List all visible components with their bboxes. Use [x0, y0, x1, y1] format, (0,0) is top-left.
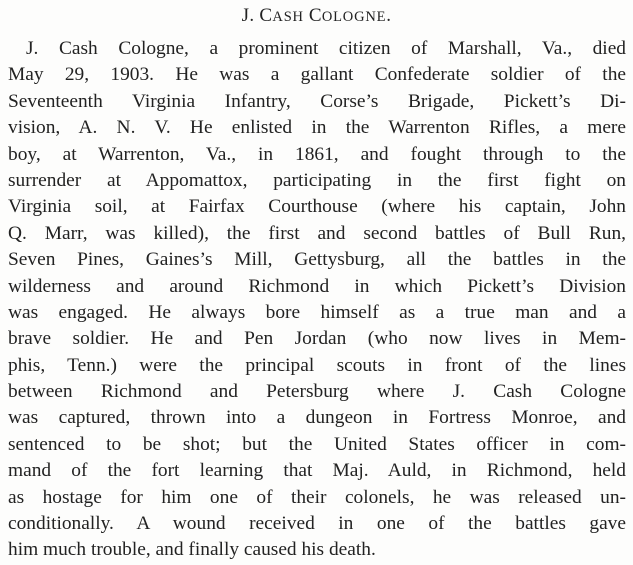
body-line: Virginia soil, at Fairfax Courthouse (where his captain, John: [8, 196, 626, 218]
article-title: [0, 5, 633, 27]
title-space-c: C: [303, 5, 322, 26]
body-line: between Richmond and Petersburg where J. Cash Cologne: [8, 381, 626, 403]
body-line: phis, Tenn.) were the principal scouts in front of the lines: [8, 354, 626, 376]
body-line: surrender at Appomattox, participating in the first fight on: [8, 169, 626, 191]
body-line: was engaged. He always bore himself as a true man and a: [8, 301, 626, 323]
body-line: mand of the fort learning that Maj. Auld, in Richmond, held: [8, 460, 626, 482]
body-line: brave soldier. He and Pen Jordan (who now lives in Mem-: [8, 328, 626, 350]
body-line: May 29, 1903. He was a gallant Confederate soldier of the: [8, 64, 626, 86]
body-line: Q. Marr, was killed), the first and second battles of Bull Run,: [8, 222, 626, 244]
body-line: Seventeenth Virginia Infantry, Corse’s Brigade, Pickett’s Di-: [8, 90, 626, 112]
body-line: Seven Pines, Gaines’s Mill, Gettysburg, all the battles in the: [8, 249, 626, 271]
body-line: conditionally. A wound received in one of the battles gave: [8, 513, 626, 535]
body-line: as hostage for him one of their colonels, he was released un-: [8, 486, 626, 508]
article-body: [8, 36, 626, 564]
title-cologne-smallcaps: OLOGNE: [321, 9, 387, 25]
body-line: boy, at Warrenton, Va., in 1861, and fought through to the: [8, 143, 626, 165]
body-line: was captured, thrown into a dungeon in Fortress Monroe, and: [8, 407, 626, 429]
body-line: vision, A. N. V. He enlisted in the Warrenton Rifles, a mere: [8, 117, 626, 139]
title-period: .: [386, 5, 392, 26]
body-line: wilderness and around Richmond in which Pickett’s Division: [8, 275, 626, 297]
title-cash-smallcaps: ASH: [272, 9, 304, 25]
body-line: J. Cash Cologne, a prominent citizen of Marshall, Va., died: [26, 38, 626, 59]
body-line: him much trouble, and finally caused his death.: [8, 539, 376, 561]
body-line: sentenced to be shot; but the United States officer in com-: [8, 433, 626, 455]
title-initial: J. C: [241, 5, 273, 26]
